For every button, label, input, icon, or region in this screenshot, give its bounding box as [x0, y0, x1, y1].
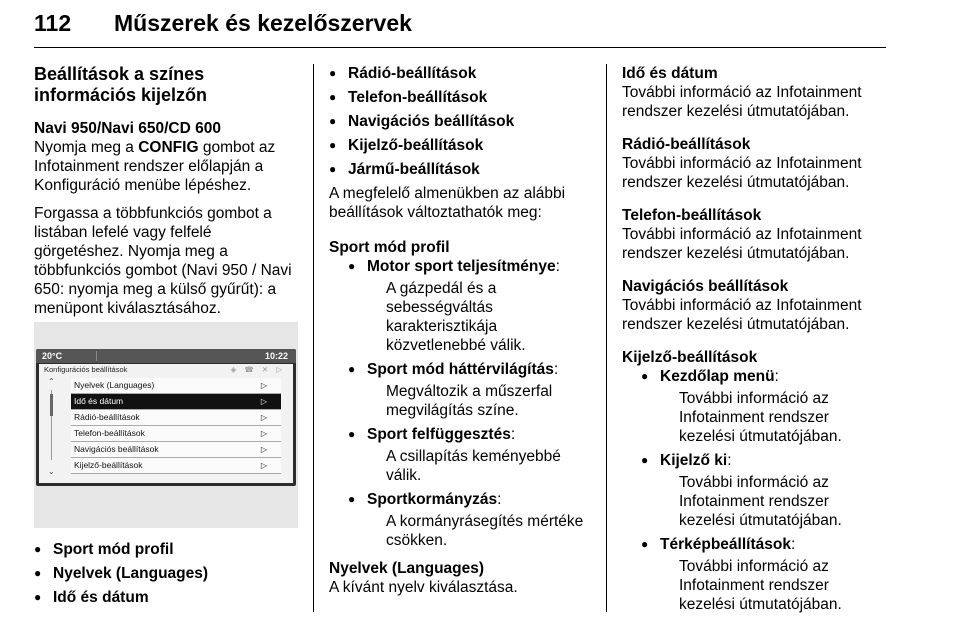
chevron-right-icon: ▷ [260, 445, 267, 454]
status-icons: ◈ ☎ ✕ ▷ [230, 365, 285, 374]
panel-title: Konfigurációs beállítások [44, 365, 128, 374]
chevron-right-icon: ▷ [260, 461, 267, 470]
bullet-item: ● Rádió-beállítások [329, 64, 599, 83]
menu-item: Navigációs beállítások ▷ [71, 442, 281, 458]
column-1-bullets [34, 540, 302, 612]
setting-desc: A gázpedál és a sebességváltás karakterisztikája közvetlenebbé válik. [386, 280, 526, 354]
setting-item: ● Motor sport teljesítménye: A gázpedál és a sebességváltás karakterisztikája közvetlenebbé válik. [348, 257, 599, 355]
bullet-item: ● Nyelvek (Languages) [34, 564, 302, 583]
section-title: Beállítások a színes információs kijelzőn [34, 64, 208, 105]
bullet-item: ● Idő és dátum [34, 588, 302, 607]
page-header [34, 2, 886, 48]
config-menu [71, 378, 281, 474]
menu-item: Nyelvek (Languages) ▷ [71, 378, 281, 394]
bullet-item: ● Navigációs beállítások [329, 112, 599, 131]
infotainment-screenshot [34, 322, 298, 528]
page-number: 112 [34, 10, 72, 36]
sport-title: Sport mód profil [329, 239, 450, 256]
section-heading: Telefon-beállítások [622, 207, 762, 224]
chapter-title: Műszerek és kezelőszervek [114, 10, 412, 36]
intro-paragraph: A megfelelő almenükben az alábbi beállítások változtathatók meg: [329, 185, 566, 221]
bullet-item: ● Sport mód profil [34, 540, 302, 559]
section-heading: Navigációs beállítások [622, 278, 789, 295]
config-panel [39, 364, 293, 483]
section-desc: További információ az Infotainment rendszer kezelési útmutatójában. [622, 297, 862, 333]
setting-item: ● Sport felfüggesztés: A csillapítás keményebbé válik. [348, 425, 599, 485]
menu-item: Idő és dátum ▷ [71, 394, 281, 410]
chevron-right-icon: ▷ [260, 397, 267, 406]
section-desc: További információ az Infotainment rendszer kezelési útmutatójában. [622, 155, 862, 191]
chevron-right-icon: ▷ [260, 429, 267, 438]
setting-desc: További információ az Infotainment rendszer kezelési útmutatójában. [679, 390, 842, 445]
clock: 10:22 [264, 351, 288, 361]
column-3 [622, 64, 884, 623]
chevron-right-icon: ▷ [260, 413, 267, 422]
section-desc: További információ az Infotainment rendszer kezelési útmutatójában. [622, 84, 862, 120]
section-heading: Rádió-beállítások [622, 136, 751, 153]
column-1 [34, 64, 302, 327]
chevron-right-icon: ▷ [260, 381, 267, 390]
subtitle: Navi 950/Navi 650/CD 600 [34, 120, 221, 137]
screen [36, 349, 296, 486]
sport-list [329, 257, 599, 550]
settings-section [622, 277, 884, 334]
setting-item: ● Sport mód háttérvilágítás: Megváltozik a műszerfal megvilágítás színe. [348, 360, 599, 420]
menu-item: Kijelző-beállítások ▷ [71, 458, 281, 474]
column-divider [606, 64, 607, 612]
bullet-list [329, 64, 599, 179]
lang-desc: A kívánt nyelv kiválasztása. [329, 579, 518, 596]
menu-item: Telefon-beállítások ▷ [71, 426, 281, 442]
setting-item: ● Kijelző ki: További információ az Infotainment rendszer kezelési útmutatójában. [641, 451, 884, 530]
menu-item: Rádió-beállítások ▷ [71, 410, 281, 426]
setting-item: ● Sportkormányzás: A kormányrásegítés mértéke csökken. [348, 490, 599, 550]
display-title: Kijelző-beállítások [622, 349, 758, 366]
column-divider [313, 64, 314, 612]
display-list [622, 367, 884, 614]
bullet-item: ● Kijelző-beállítások [329, 136, 599, 155]
chevron-up-icon: ⌃ [48, 377, 55, 386]
chevron-down-icon: ⌄ [48, 467, 55, 476]
setting-desc: További információ az Infotainment rendszer kezelési útmutatójában. [679, 558, 842, 613]
settings-section [622, 206, 884, 263]
section-desc: További információ az Infotainment rendszer kezelési útmutatójában. [622, 226, 862, 262]
bullet-item: ● Telefon-beállítások [329, 88, 599, 107]
scrollbar-thumb [50, 394, 53, 416]
paragraph-config: Nyomja meg a CONFIG gombot az Infotainment rendszer előlapján a Konfiguráció menübe lépéshez. [34, 139, 276, 194]
setting-item: ● Kezdőlap menü: További információ az Infotainment rendszer kezelési útmutatójában. [641, 367, 884, 446]
lang-title: Nyelvek (Languages) [329, 560, 485, 577]
config-key: CONFIG [138, 139, 199, 156]
setting-desc: A kormányrásegítés mértéke csökken. [386, 513, 584, 549]
status-bar [36, 349, 296, 363]
column-2 [329, 64, 599, 606]
bullet-list [34, 540, 302, 607]
setting-desc: A csillapítás keményebbé válik. [386, 448, 561, 484]
settings-section [622, 135, 884, 192]
settings-section [622, 64, 884, 121]
setting-desc: További információ az Infotainment rendszer kezelési útmutatójában. [679, 474, 842, 529]
section-heading: Idő és dátum [622, 65, 718, 82]
bullet-item: ● Jármű-beállítások [329, 160, 599, 179]
paragraph-scroll: Forgassa a többfunkciós gombot a listában lefelé vagy felfelé görgetéshez. Nyomja meg a többfunkciós gombot (Navi 950 / Navi 650: nyomja meg a külső gyűrűt): a menüpont kiválasztásához. [34, 205, 292, 317]
setting-item: ● Térképbeállítások: További információ az Infotainment rendszer kezelési útmutatójában. [641, 535, 884, 614]
temperature: 20°C [42, 351, 63, 361]
setting-desc: Megváltozik a műszerfal megvilágítás színe. [386, 383, 553, 419]
